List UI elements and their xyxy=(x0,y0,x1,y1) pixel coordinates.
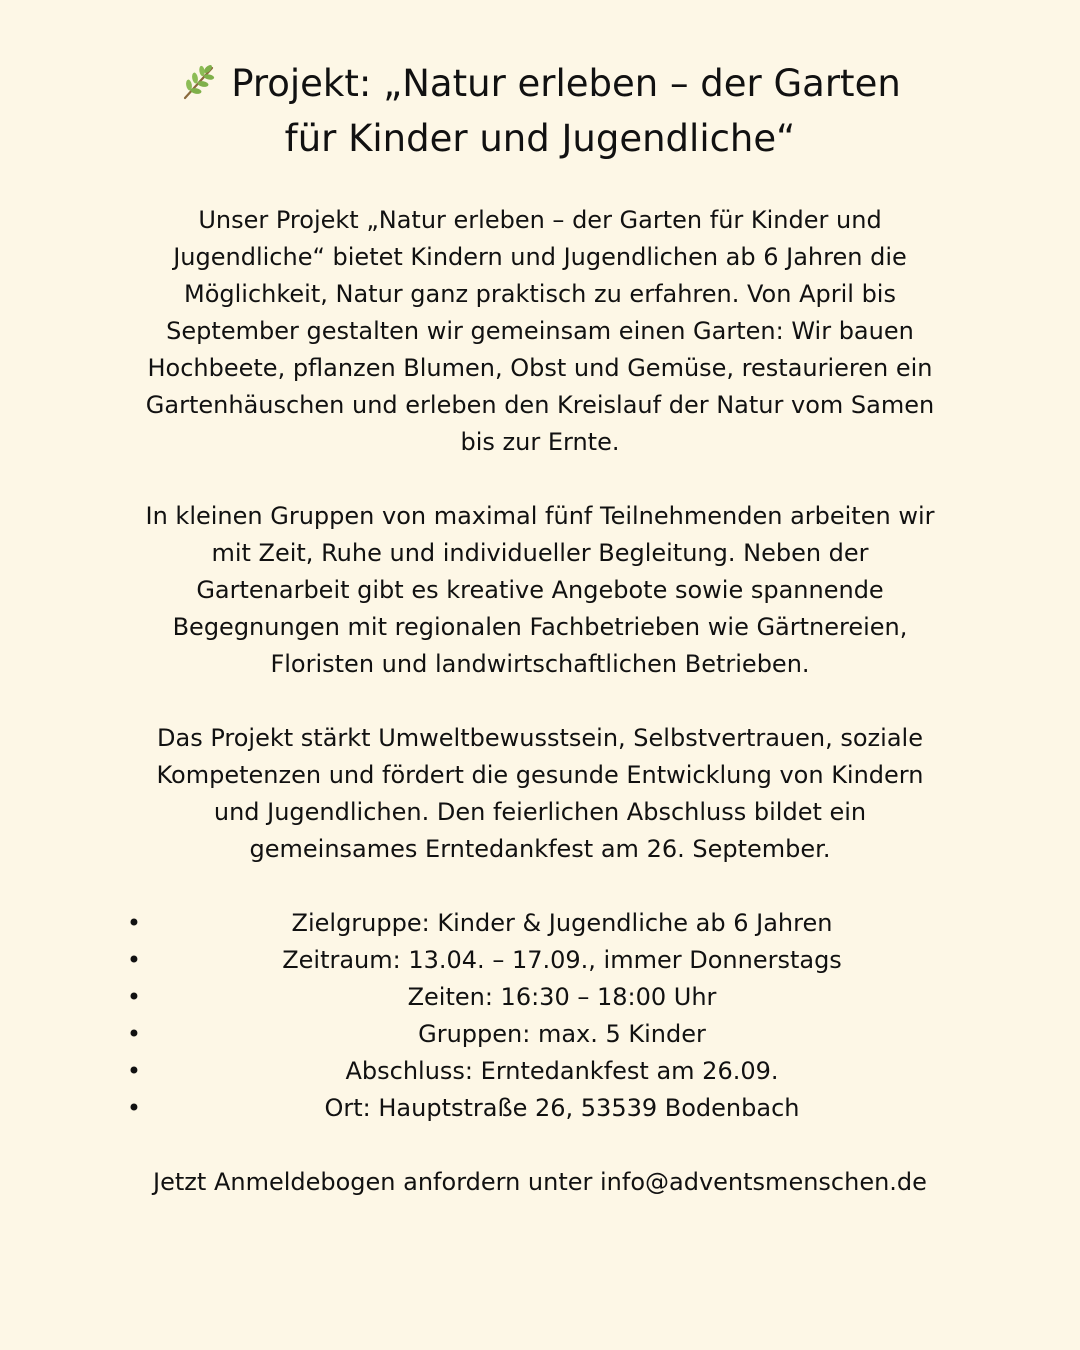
fact-text: Zeiten: 16:30 – 18:00 Uhr xyxy=(407,983,717,1011)
title-line-1: Projekt: „Natur erleben – der Garten xyxy=(231,62,901,105)
bullet: • xyxy=(126,1020,142,1048)
bullet: • xyxy=(126,909,142,937)
benefits-line: Kompetenzen und fördert die gesunde Entwicklung von Kindern xyxy=(156,761,924,789)
fact-text: Gruppen: max. 5 Kinder xyxy=(418,1020,706,1048)
fact-closing xyxy=(120,1053,960,1090)
fact-groups xyxy=(120,1016,960,1053)
bullet: • xyxy=(126,1094,142,1122)
bullet: • xyxy=(126,946,142,974)
page-title xyxy=(100,56,980,166)
groups-line: Floristen und landwirtschaftlichen Betrieben. xyxy=(270,650,810,678)
facts-list xyxy=(120,905,960,1127)
intro-line: Gartenhäuschen und erleben den Kreislauf der Natur vom Samen xyxy=(145,391,935,419)
title-line-1-wrapper xyxy=(179,62,901,105)
title-line-2: für Kinder und Jugendliche“ xyxy=(284,117,796,160)
bullet: • xyxy=(126,983,142,1011)
intro-line: Unser Projekt „Natur erleben – der Garten für Kinder und xyxy=(198,206,882,234)
fact-text: Zeitraum: 13.04. – 17.09., immer Donnerstags xyxy=(282,946,842,974)
benefits-line: Das Projekt stärkt Umweltbewusstsein, Selbstvertrauen, soziale xyxy=(157,724,923,752)
fact-text: Abschluss: Erntedankfest am 26.09. xyxy=(345,1057,779,1085)
herb-sprig-icon xyxy=(179,62,219,102)
fact-times xyxy=(120,979,960,1016)
groups-line: Gartenarbeit gibt es kreative Angebote sowie spannende xyxy=(196,576,884,604)
bullet: • xyxy=(126,1057,142,1085)
fact-text: Ort: Hauptstraße 26, 53539 Bodenbach xyxy=(324,1094,800,1122)
fact-location xyxy=(120,1090,960,1127)
benefits-paragraph xyxy=(110,720,970,868)
groups-line: Begegnungen mit regionalen Fachbetrieben wie Gärtnereien, xyxy=(172,613,908,641)
fact-target-group xyxy=(120,905,960,942)
groups-line: In kleinen Gruppen von maximal fünf Teilnehmenden arbeiten wir xyxy=(145,502,935,530)
intro-paragraph xyxy=(110,202,970,461)
fact-text: Zielgruppe: Kinder & Jugendliche ab 6 Jahren xyxy=(291,909,833,937)
intro-line: Jugendliche“ bietet Kindern und Jugendlichen ab 6 Jahren die xyxy=(173,243,907,271)
groups-paragraph xyxy=(110,498,970,683)
intro-line: September gestalten wir gemeinsam einen Garten: Wir bauen xyxy=(166,317,914,345)
groups-line: mit Zeit, Ruhe und individueller Begleitung. Neben der xyxy=(211,539,869,567)
intro-line: Möglichkeit, Natur ganz praktisch zu erfahren. Von April bis xyxy=(184,280,896,308)
fact-period xyxy=(120,942,960,979)
benefits-line: gemeinsames Erntedankfest am 26. September. xyxy=(249,835,831,863)
registration-call-to-action: Jetzt Anmeldebogen anfordern unter info@adventsmenschen.de xyxy=(153,1168,927,1196)
intro-line: Hochbeete, pflanzen Blumen, Obst und Gemüse, restaurieren ein xyxy=(147,354,933,382)
benefits-line: und Jugendlichen. Den feierlichen Abschluss bildet ein xyxy=(213,798,867,826)
intro-line: bis zur Ernte. xyxy=(460,428,620,456)
